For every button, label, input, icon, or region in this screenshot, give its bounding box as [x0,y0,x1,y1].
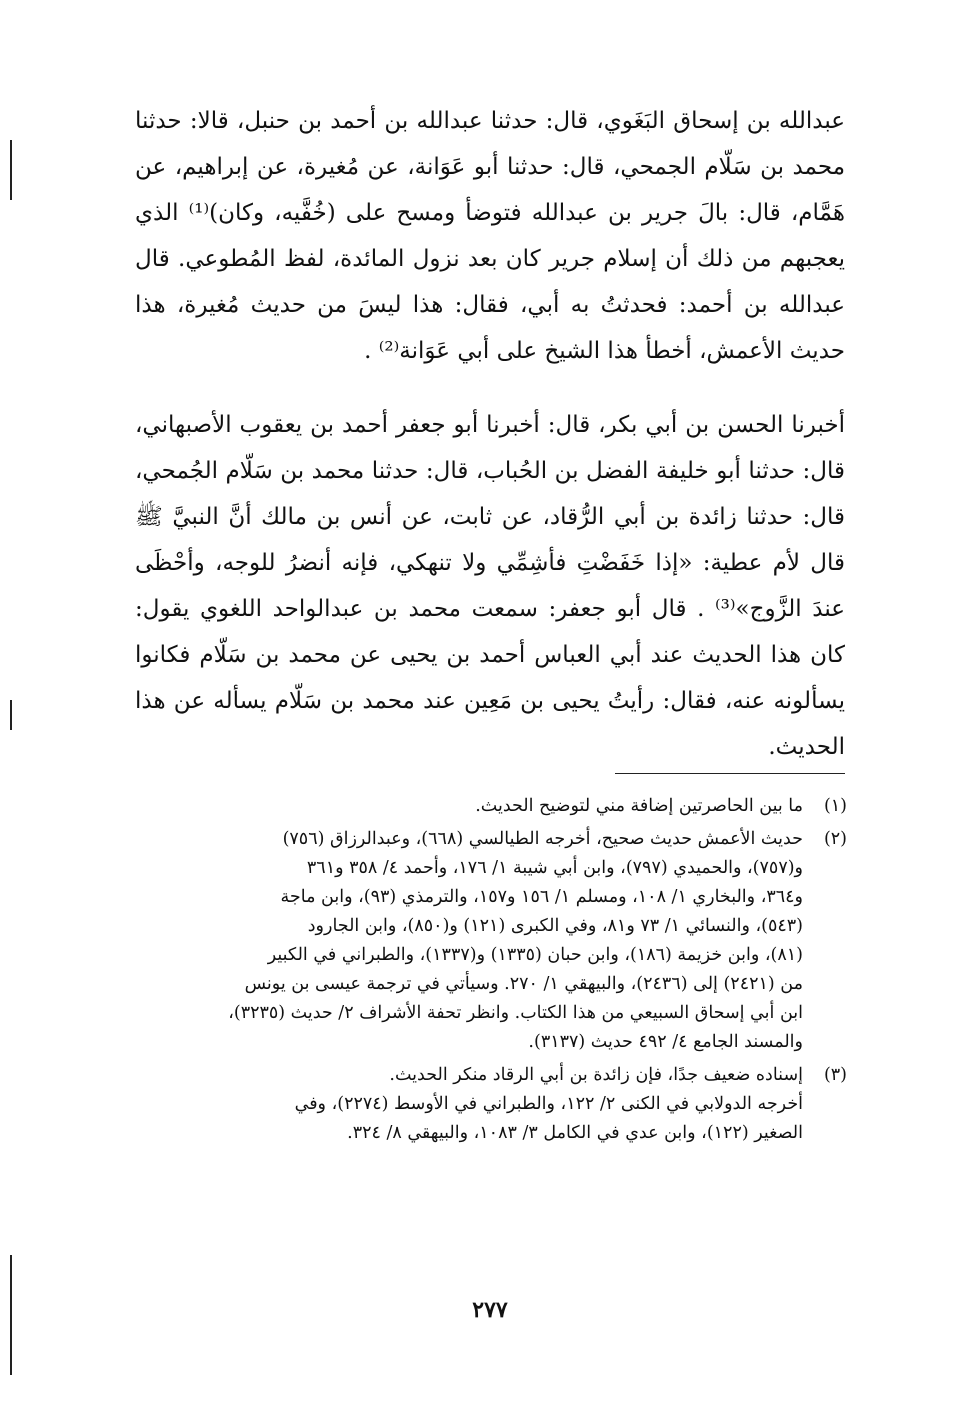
text-line: عبدالله بن إسحاق البَغَوي، قال: حدثنا عبدالله بن أحمد بن حنبل، قالا: [189,108,846,134]
text-line: سَلّام فكانوا يسألونه عنه، فقال: رأيتُ يحيى بن مَعِين عند محمد بن سَلّام [135,642,845,714]
text-line: سَلّام الجُمحي، قال: حدثنا زائدة بن أبي الرُّقاد، عن ثابت، عن أنس بن [135,458,846,530]
footnote-3 [135,1061,847,1148]
paragraph-2 [135,402,845,770]
footnote-line: حديث الأعمش حديث صحيح، أخرجه الطيالسي (٦٦٨)، وعبدالرزاق (٧٥٦) [282,829,803,849]
footnote-line: أخرجه الدولابي في الكنى ٢/ ١٢٢، والطبراني في الأوسط (٢٢٧٤)، وفي [294,1094,803,1114]
text-line: مُغيرة، هذا حديث الأعمش، أخطأ هذا الشيخ على أبي عَوَانة⁽²⁾ . [135,292,845,364]
paragraph-1 [135,98,845,374]
footnote-line: ما بين الحاصرتين إضافة مني لتوضيح الحديث. [475,796,803,816]
footnote-2 [135,825,847,1057]
text-line: مالك أنَّ النبيَّ ﷺ قال لأم عطية: «إذا خَفَضْتِ فأشِمِّي ولا تنهكي، فإنه أنضرُ [135,504,845,576]
margin-mark [10,1255,12,1375]
page-number: ٢٧٧ [472,1297,508,1323]
footnote-line: و(٧٥٧)، والحميدي (٧٩٧)، وابن أبي شيبة ١/ ١٧٦، وأحمد ٤/ ٣٥٨ و٣٦١ [306,858,803,878]
footnote-text [135,1061,803,1148]
footnote-1 [135,792,847,821]
text-line: للوجه، وأحْظَى عندَ الزَّوج»⁽³⁾ . قال أبو جعفر: سمعت محمد بن عبدالواحد [135,550,846,622]
footnote-text [135,825,803,1057]
footnote-separator [615,773,845,774]
margin-mark [10,700,12,730]
footnote-line: ابن أبي إسحاق السبيعي من هذا الكتاب. وانظر تحفة الأشراف ٢/ حديث (٣٢٣٥)، [228,1003,803,1023]
text-line: حدثنا محمد بن سَلّام الجمحي، قال: حدثنا أبو عَوَانة، عن مُغيرة، عن [135,108,846,180]
text-line: أخبرنا الحسن بن أبي بكر، قال: أخبرنا أبو جعفر أحمد بن يعقوب [239,412,845,438]
footnote-line: من (٢٤٢١) إلى (٢٤٣٦)، والبيهقي ١/ ٢٧٠. وسيأتي في ترجمة عيسى بن يونس [244,974,803,994]
footnotes [135,792,847,1152]
text-line: المُطوعي. قال عبدالله بن أحمد: فحدثتُ به أبي، فقال: هذا ليسَ من حديث [135,246,845,318]
footnote-number: (١) [823,796,847,816]
text-line: إبراهيم، عن هَمَّام، قال: بالَ جرير بن عبدالله فتوضأ ومسح على (خُفَّيه، [135,154,845,226]
footnote-line: (٥٤٣)، والنسائي ١/ ٧٣ و٨١، وفي الكبرى (١٢١) و(٨٥٠)، وابن الجارود [307,916,803,936]
text-line: يسأله عن هذا الحديث. [135,688,845,760]
footnote-line: (٨١)، وابن خزيمة (١٨٦)، وابن حبان (١٣٣٥) و(١٣٣٧)، والطبراني في الكبير [267,945,803,965]
text-line: وكان)⁽¹⁾ الذي يعجبهم من ذلك أن إسلام جرير كان بعد نزول المائدة، لفظ [135,200,846,272]
footnote-text [135,792,803,821]
footnote-number: (٢) [823,829,847,849]
text-line: اللغوي يقول: كان هذا الحديث عند أبي العباس أحمد بن يحيى عن محمد بن [135,596,845,668]
footnote-line: إسناده ضعيف جدًا، فإن زائدة بن أبي الرقاد منكر الحديث. [389,1065,803,1085]
text-line: الأصبهاني، قال: حدثنا أبو خليفة الفضل بن الحُباب، قال: حدثنا محمد بن [135,412,846,484]
footnote-line: و٣٦٤، والبخاري ١/ ١٠٨، ومسلم ١/ ١٥٦ و١٥٧، والترمذي (٩٣)، وابن ماجة [280,887,803,907]
footnote-line: الصغير (١٢٢)، وابن عدي في الكامل ٣/ ١٠٨٣، والبيهقي ٨/ ٣٢٤. [347,1123,803,1143]
footnote-line: والمسند الجامع ٤/ ٤٩٢ حديث (٣١٣٧). [528,1032,803,1052]
footnote-number: (٣) [823,1065,847,1085]
margin-mark [10,140,12,200]
